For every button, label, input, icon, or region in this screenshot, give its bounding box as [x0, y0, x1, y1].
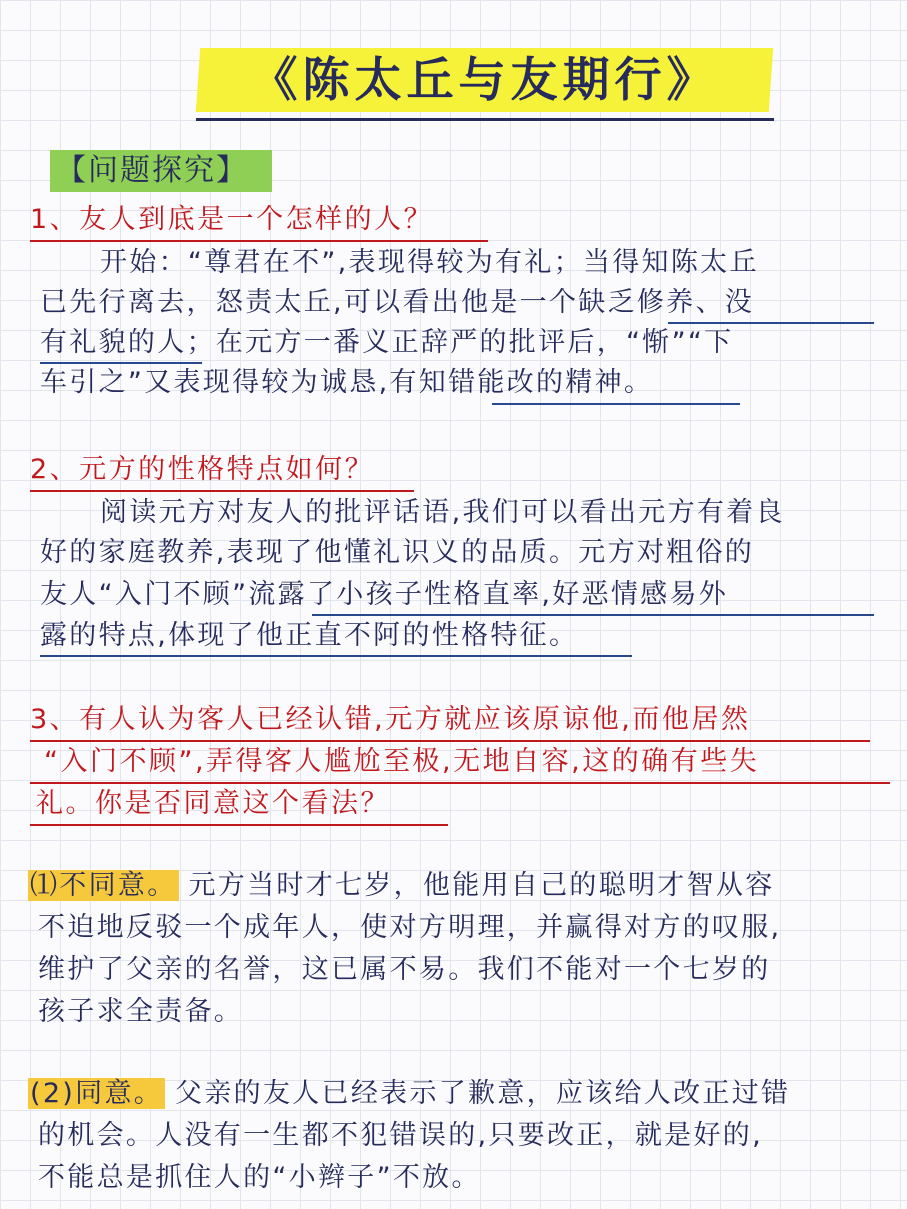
- answer-2-line-1: 阅读元方对友人的批评话语,我们可以看出元方有着良: [100, 497, 785, 528]
- question-3-line-1: 3、有人认为客人已经认错,元方就应该原谅他,而他居然: [30, 704, 751, 735]
- answer-agree-line-1: [28, 1074, 790, 1114]
- answer-disagree-line-4: 孩子求全责备。: [38, 996, 244, 1027]
- question-3-line-2: “入门不顾”,弄得客人尴尬至极,无地自容,这的确有些失: [44, 746, 760, 777]
- question-3-line-3: 礼。你是否同意这个看法？: [36, 788, 390, 819]
- page-title: 《陈太丘与友期行》: [250, 53, 719, 108]
- answer-2-underline-2: [40, 655, 632, 657]
- answer-1-line-4: 车引之”又表现得较为诚恳,有知错能改的精神。: [40, 367, 654, 398]
- answer-2-line-3: 友人“入门不顾”流露了小孩子性格直率,好恶情感易外: [40, 579, 729, 610]
- title-underline: [196, 118, 774, 121]
- answer-disagree-line-2: 不迫地反驳一个成年人，使对方明理，并赢得对方的叹服,: [38, 912, 782, 943]
- disagree-text: 元方当时才七岁，他能用自己的聪明才智从容: [188, 870, 775, 901]
- section-tag: 【问题探究】: [50, 150, 272, 192]
- question-1: 1、友人到底是一个怎样的人？: [30, 204, 434, 235]
- answer-1-line-3: 有礼貌的人；在元方一番义正辞严的批评后，“惭”“下: [40, 327, 734, 358]
- disagree-label: ⑴不同意。: [30, 870, 177, 901]
- question-2: 2、元方的性格特点如何？: [30, 454, 375, 485]
- agree-text: 父亲的友人已经表示了歉意，应该给人改正过错: [175, 1078, 791, 1109]
- answer-2-line-2: 好的家庭教养,表现了他懂礼识义的品质。元方对粗俗的: [40, 537, 755, 568]
- answer-disagree-line-3: 维护了父亲的名誉，这已属不易。我们不能对一个七岁的: [38, 954, 771, 985]
- question-3-underline-3: [30, 824, 448, 826]
- question-1-underline: [30, 240, 488, 242]
- answer-1-underline-3: [492, 403, 740, 405]
- answer-2-line-4: 露的特点,体现了他正直不阿的性格特征。: [40, 620, 579, 651]
- answer-1-line-2: 已先行离去，怒责太丘,可以看出他是一个缺乏修养、没: [40, 287, 755, 318]
- agree-label: (2)同意。: [30, 1078, 164, 1109]
- answer-disagree-line-1: [28, 866, 775, 906]
- answer-1-line-1: 开始：“尊君在不”,表现得较为有礼；当得知陈太丘: [100, 247, 759, 278]
- answer-agree-line-2: 的机会。人没有一生都不犯错误的,只要改正，就是好的,: [38, 1120, 763, 1151]
- answer-agree-line-3: 不能总是抓住人的“小辫子”不放。: [38, 1162, 481, 1193]
- question-2-underline: [30, 490, 414, 492]
